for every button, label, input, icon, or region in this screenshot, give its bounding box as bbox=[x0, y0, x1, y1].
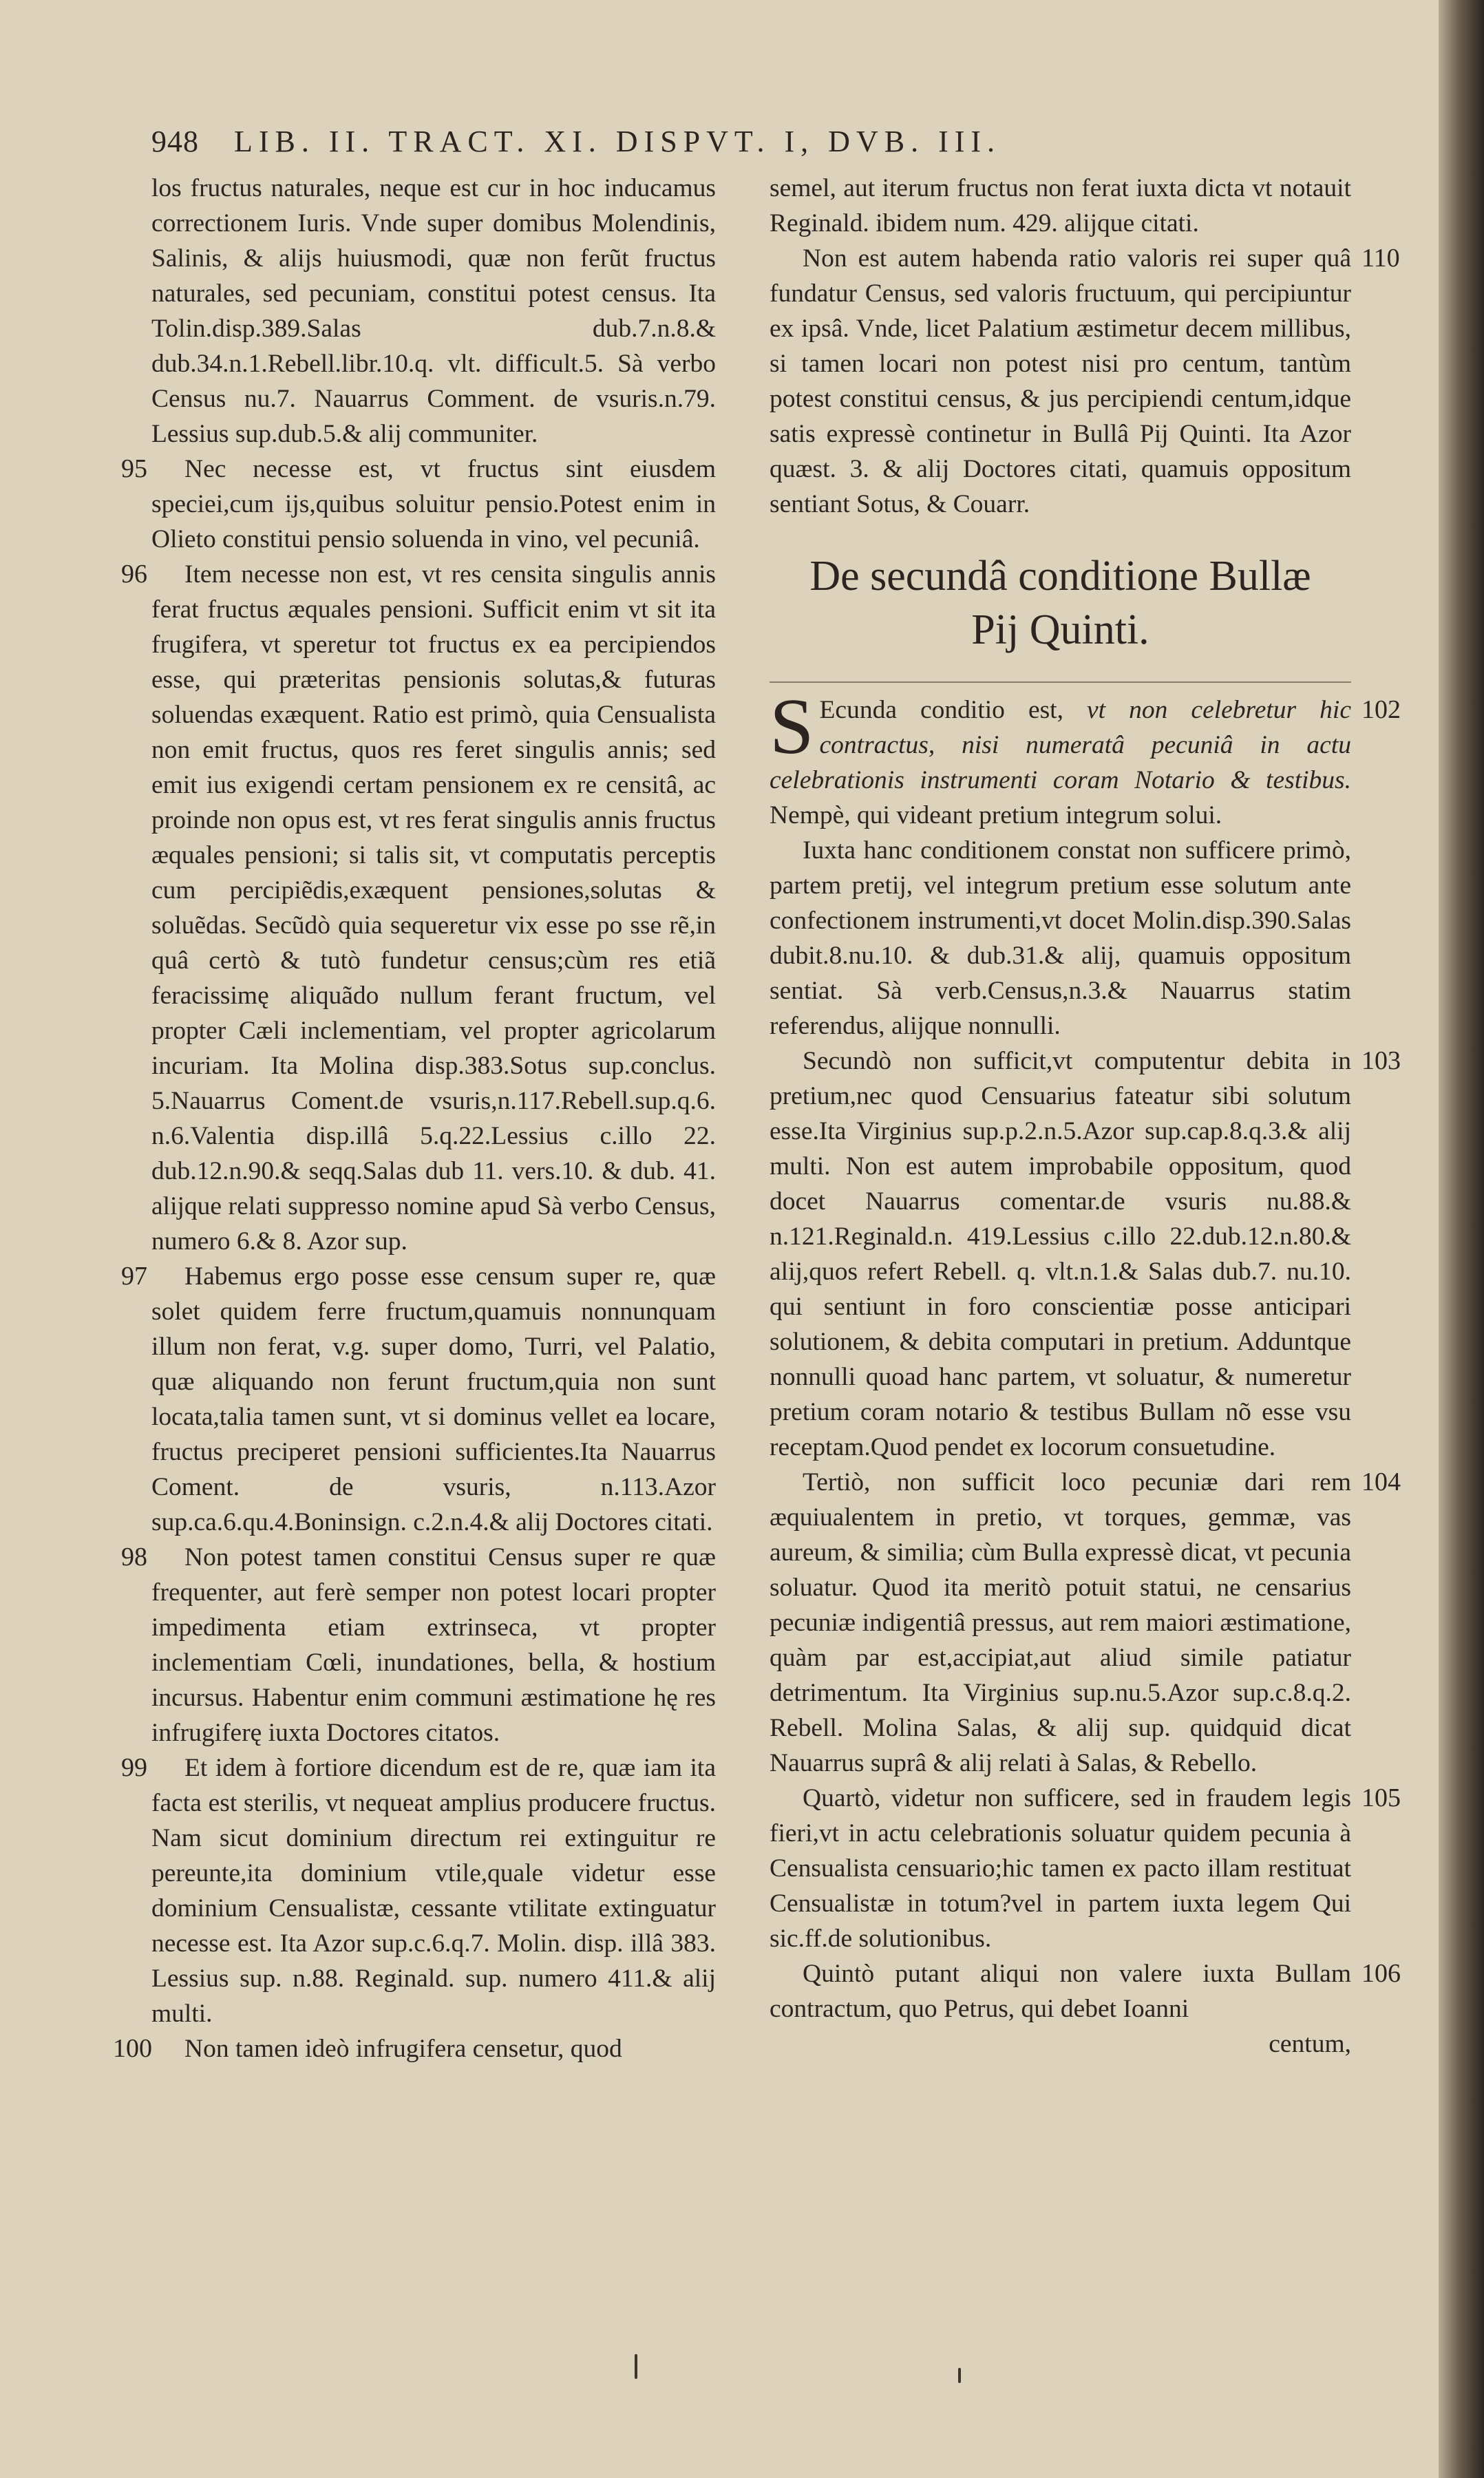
page-header bbox=[151, 124, 1225, 172]
margin-number-104: 104 bbox=[1361, 1468, 1401, 1496]
margin-number-99: 99 bbox=[121, 1753, 147, 1782]
margin-number-110: 110 bbox=[1361, 244, 1400, 273]
paragraph-100 bbox=[113, 2031, 716, 2066]
margin-number-105: 105 bbox=[1361, 1783, 1401, 1812]
margin-number-102: 102 bbox=[1361, 695, 1401, 724]
text-run: Ecunda conditio est, bbox=[819, 696, 1063, 724]
margin-number-96: 96 bbox=[121, 560, 147, 589]
left-column bbox=[113, 171, 716, 2066]
paragraph-110 bbox=[770, 241, 1400, 522]
paragraph-text: Iuxta hanc conditionem constat non sufficere primò, partem pretij, vel integrum pretium esse solutum ante confectionem instrumenti,vt docet Molin.disp.390.Salas dubit.8.nu.10. & dub.31.& alij, quamuis oppositum sentiat. Sà verb.Census,n.3.& Nauarrus statim referendus, alijque nonnulli. bbox=[770, 836, 1351, 1040]
paragraph-text: Quintò putant aliqui non valere iuxta Bullam contractum, quo Petrus, qui debet Ioanni bbox=[770, 1960, 1351, 2023]
paragraph-106 bbox=[770, 1956, 1401, 2026]
paragraph-99 bbox=[121, 1750, 716, 2031]
section-heading-line-2: Pij Quinti. bbox=[971, 606, 1149, 653]
ink-speck bbox=[635, 2354, 637, 2379]
paragraph-text: Tertiò, non sufficit loco pecuniæ dari rem æquiualentem in pretio, vt torques, gemmæ, vas aureum, & similia; cùm Bulla expressè dicat, vt pecunia soluatur. Quod ita meritò potuit statui, ne censarius pecuniæ indigentiâ pressus, aut rem maiori æstimatione, quàm par est,accipiat,aut aliud simile patiatur detrimentum. Ita Virginius sup.nu.5.Azor sup.c.8.q.2. Rebell. Molina Salas, & alij sup. quidquid dicat Nauarrus suprâ & alij relati à Salas, & Rebello. bbox=[770, 1468, 1351, 1777]
paragraph-text: Nec necesse est, vt fructus sint eiusdem speciei,cum ijs,quibus soluitur pensio.Potest enim in Olieto constitui pensio soluenda in vino, vel pecuniâ. bbox=[151, 455, 716, 553]
running-title: LIB. II. TRACT. XI. DISPVT. I, DVB. III. bbox=[234, 125, 1001, 158]
paragraph-text: Item necesse non est, vt res censita singulis annis ferat fructus æquales pensioni. Sufficit enim vt sit ita frugifera, vt speretur tot fructus ex ea percipiendos esse, qui præteritas pensionis solutas,& futuras soluendas exæquent. Ratio est primò, quia Censualista non emit fructus, quos res feret singulis annis; sed emit ius exigendi certam pensionem ex re censitâ, ac proinde non opus est, vt res ferat singulis annis fructus æquales pensioni; si talis sit, vt computatis perceptis cum percipiẽdis,exæquent pensiones,solutas & soluẽdas. Secũdò quia sequeretur vix esse po sse rẽ,in quâ certò & tutò fundetur census;cùm res etiã feracissimę aliquãdo nullum ferant fructum, vel propter Cæli inclementiam, vel propter agricolarum incuriam. Ita Molina disp.383.Sotus sup.conclus. 5.Nauarrus Coment.de vsuris,n.117.Rebell.sup.q.6. n.6.Valentia disp.illâ 5.q.22.Lessius c.illo 22. dub.12.n.90.& seqq.Salas dub 11. vers.10. & dub. 41. alijque relati suppresso nomine apud Sà verbo Census, numero 6.& 8. Azor sup. bbox=[151, 560, 716, 1256]
margin-number-100: 100 bbox=[113, 2034, 152, 2063]
paragraph-continued: semel, aut iterum fructus non ferat iuxta dicta vt notauit Reginald. ibidem num. 429. alijque citati. bbox=[770, 174, 1351, 237]
margin-number-106: 106 bbox=[1361, 1959, 1401, 1988]
section-rule bbox=[770, 681, 1351, 683]
paragraph-text: Non tamen ideò infrugifera censetur, quod bbox=[184, 2035, 622, 2063]
section-heading-line-1: De secundâ conditione Bullæ bbox=[809, 553, 1311, 600]
paragraph-text: Non potest tamen constitui Census super re quæ frequenter, aut ferè semper non potest locari propter impedimenta etiam extrinseca, vt propter inclementiam Cœli, inundationes, bella, & hostium incursus. Habentur enim communi æstimatione hę res infrugiferę iuxta Doctores citatos. bbox=[151, 1543, 716, 1747]
paragraph-text: Non est autem habenda ratio valoris rei super quâ fundatur Census, sed valoris fructuum, qui percipiuntur ex ipsâ. Vnde, licet Palatium æstimetur decem millibus, si tamen locari non potest nisi pro centum, tantùm potest constitui census, & jus percipiendi centum,idque satis expressè continetur in Bullâ Pij Quinti. Ita Azor quæst. 3. & alij Doctores citati, quamuis oppositum sentiant Sotus, & Couarr. bbox=[770, 244, 1351, 518]
binding-shadow bbox=[1439, 0, 1484, 2478]
paragraph-text bbox=[770, 683, 1351, 833]
margin-number-103: 103 bbox=[1361, 1046, 1401, 1075]
catchword: centum, bbox=[1269, 2030, 1351, 2058]
paragraph-95 bbox=[121, 452, 716, 557]
right-column bbox=[770, 171, 1401, 2062]
paragraph-text: Habemus ergo posse esse censum super re, quæ solet quidem ferre fructum,quamuis nonnunquam illum non ferat, v.g. super domo, Turri, vel Palatio, quæ aliquando non ferunt fructum,quia non sunt locata,talia tamen sunt, vt si dominus vellet ea locare, fructus preciperet pensioni sufficientes.Ita Nauarrus Coment. de vsuris, n.113.Azor sup.ca.6.qu.4.Boninsign. c.2.n.4.& alij Doctores citati. bbox=[151, 1262, 716, 1536]
paragraph-103 bbox=[770, 1044, 1401, 1465]
italic-quotation: vt non celebretur hic contractus, nisi numeratâ pecuniâ in actu celebrationis instrumenti coram Notario & testibus. bbox=[770, 696, 1351, 794]
section-heading bbox=[770, 549, 1351, 657]
text-run: Nempè, qui videant pretium integrum solui. bbox=[770, 801, 1222, 829]
paragraph-102 bbox=[770, 683, 1401, 833]
drop-cap: S bbox=[770, 683, 814, 771]
page-number: 948 bbox=[151, 125, 199, 158]
paragraph-continued: los fructus naturales, neque est cur in hoc inducamus correctionem Iuris. Vnde super domibus Molendinis, Salinis, & alijs huiusmodi, quæ non ferũt fructus naturales, sed pecuniam, constitui potest census. Ita Tolin.disp.389.Salas dub.7.n.8.& dub.34.n.1.Rebell.libr.10.q. vlt. difficult.5. Sà verbo Census nu.7. Nauarrus Comment. de vsuris.n.79. Lessius sup.dub.5.& alij communiter. bbox=[151, 174, 716, 448]
paragraph-text: Quartò, videtur non sufficere, sed in fraudem legis fieri,vt in actu celebrationis soluatur quidem pecunia à Censualista censuario;hic tamen ex pacto illam restituat Censualistæ in totum?vel in partem iuxta legem Qui sic.ff.de solutionibus. bbox=[770, 1784, 1351, 1953]
paragraph-104 bbox=[770, 1465, 1401, 1781]
paragraph-text: Et idem à fortiore dicendum est de re, quæ iam ita facta est sterilis, vt nequeat amplius producere fructus. Nam sicut dominium directum rei extinguitur re pereunte,ita dominium vtile,quale videtur esse dominium Censualistæ, cessante vtilitate extinguatur necesse est. Ita Azor sup.c.6.q.7. Molin. disp. illâ 383. Lessius sup. n.88. Reginald. sup. numero 411.& alij multi. bbox=[151, 1754, 716, 2028]
paragraph-97 bbox=[121, 1259, 716, 1540]
paragraph-96 bbox=[121, 557, 716, 1259]
margin-number-97: 97 bbox=[121, 1262, 147, 1291]
paragraph-text: Secundò non sufficit,vt computentur debita in pretium,nec quod Censuarius fateatur sibi solutum esse.Ita Virginius sup.p.2.n.5.Azor sup.cap.8.q.3.& alij multi. Non est autem improbabile oppositum, quod docet Nauarrus comentar.de vsuris nu.88.& n.121.Reginald.n. 419.Lessius c.illo 22.dub.12.n.80.& alij,quos refert Rebell. q. vlt.n.1.& Salas dub.7. nu.10. qui sentiunt in foro conscientiæ posse anticipari solutionem, & debita computari in pretium. Adduntque nonnulli quoad hanc partem, vt soluatur, & numeretur pretium coram notario & testibus Bullam nõ esse vsu receptam.Quod pendet ex locorum consuetudine. bbox=[770, 1047, 1351, 1461]
margin-number-98: 98 bbox=[121, 1543, 147, 1571]
paragraph-105 bbox=[770, 1781, 1401, 1956]
paragraph-98 bbox=[121, 1540, 716, 1750]
margin-number-95: 95 bbox=[121, 454, 147, 483]
ink-speck bbox=[958, 2368, 961, 2383]
